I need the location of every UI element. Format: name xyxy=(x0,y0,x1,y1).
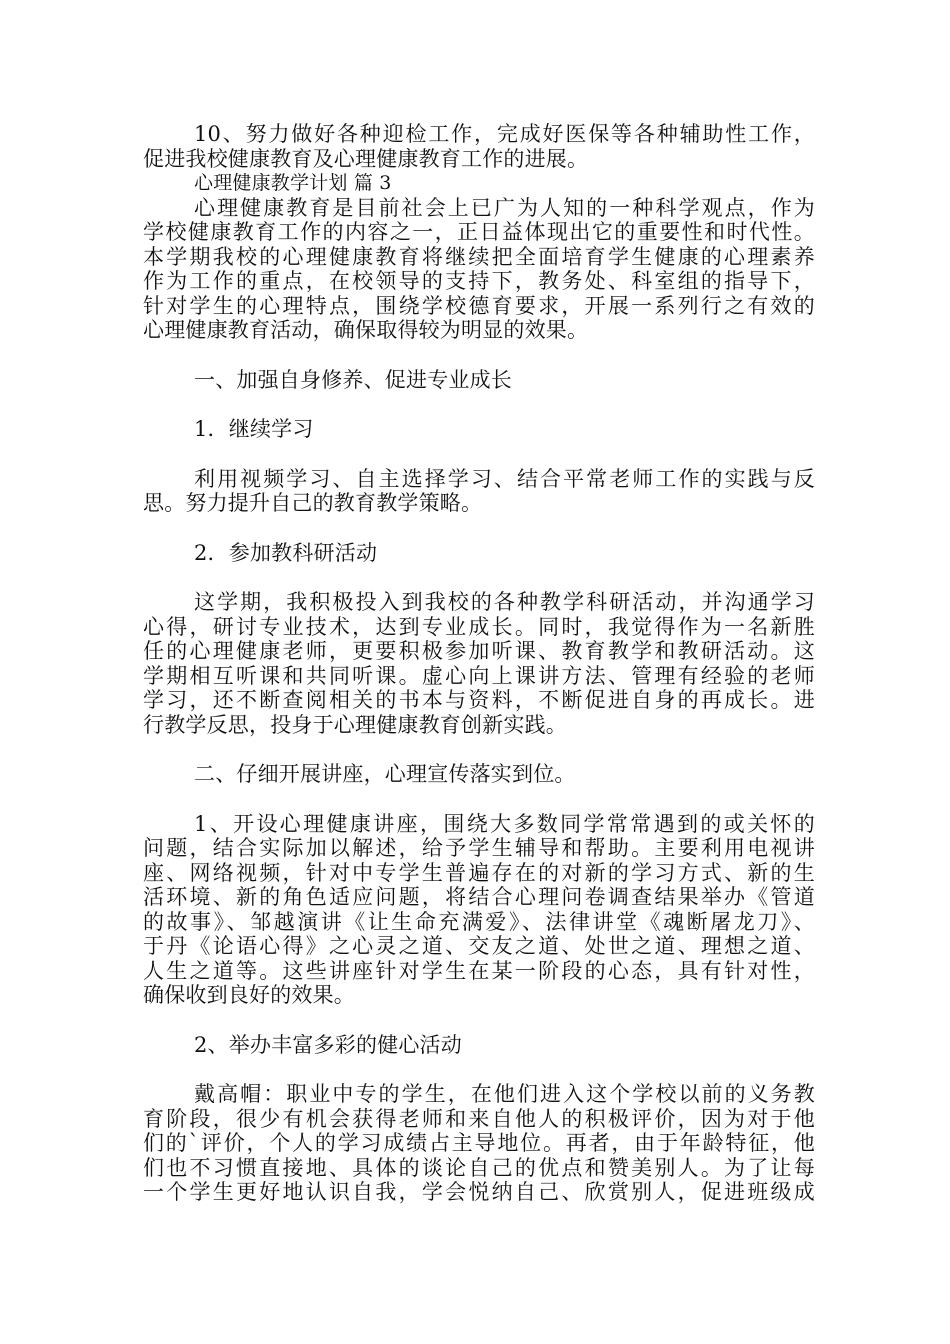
paragraph-gap xyxy=(143,1057,815,1082)
text-line: 1、开设心理健康讲座，围绕大多数同学常常遇到的或关怀的 xyxy=(194,811,815,836)
paragraph-gap xyxy=(143,1008,815,1033)
text-line: 心得，研讨专业技术，达到专业成长。同时，我觉得作为一名新胜 xyxy=(143,614,815,639)
text-line: 心理健康教育活动，确保取得较为明显的效果。 xyxy=(143,318,589,342)
text-line: 行教学反思，投身于心理健康教育创新实践。 xyxy=(143,712,567,737)
text-line: 人生之道等。这些讲座针对学生在某一阶段的心态，具有针对性， xyxy=(143,958,815,983)
text-line: 2、举办丰富多彩的健心活动 xyxy=(194,1032,462,1057)
text-line: 心理健康教育是目前社会上已广为人知的一种科学观点，作为 xyxy=(194,195,815,220)
text-line: 针对学生的心理特点，围绕学校德育要求，开展一系列行之有效的 xyxy=(143,293,815,318)
text-line: 这学期，我积极投入到我校的各种教学科研活动，并沟通学习 xyxy=(194,590,815,614)
text-line: 学校健康教育工作的内容之一，正日益体现出它的重要性和时代性。 xyxy=(143,220,815,244)
text-line: 活环境、新的角色适应问题，将结合心理问卷调查结果举办《管道 xyxy=(143,885,815,909)
paragraph-gap xyxy=(143,343,815,368)
text-line: 任的心理健康老师，更要积极参加听课、教育教学和教研活动。这 xyxy=(143,639,815,663)
text-line: 学期相互听课和共同听课。虚心向上课讲方法、管理有经验的老师 xyxy=(143,663,815,688)
text-line: 学习，还不断查阅相关的书本与资料，不断促进自身的再成长。进 xyxy=(143,688,815,712)
text-line: 二、仔细开展讲座，心理宣传落实到位。 xyxy=(194,762,576,786)
text-line: 利用视频学习、自主选择学习、结合平常老师工作的实践与反 xyxy=(194,466,815,491)
text-line: 一、加强自身修养、促进专业成长 xyxy=(194,367,512,392)
paragraph-gap xyxy=(143,737,815,762)
text-line: 本学期我校的心理健康教育将继续把全面培育学生健康的心理素养 xyxy=(143,244,815,269)
text-line: 戴高帽：职业中专的学生，在他们进入这个学校以前的义务教 xyxy=(194,1082,815,1106)
text-line: 2．参加教科研活动 xyxy=(194,540,378,565)
text-line: 育阶段，很少有机会获得老师和来自他人的积极评价，因为对于他 xyxy=(143,1106,815,1131)
text-line: 促进我校健康教育及心理健康教育工作的进展。 xyxy=(143,146,589,171)
text-line: 1．继续学习 xyxy=(194,417,314,441)
text-line: 座、网络视频，针对中专学生普遍存在的对新的学习方式、新的生 xyxy=(143,860,815,885)
text-line: 确保收到良好的效果。 xyxy=(143,983,355,1007)
document-body xyxy=(143,122,815,1205)
paragraph-gap xyxy=(143,516,815,541)
text-line: 们的`评价，个人的学习成绩占主导地位。再者，由于年龄特征，他 xyxy=(143,1131,815,1155)
paragraph-gap xyxy=(143,787,815,812)
text-line: 的故事》、邹越演讲《让生命充满爱》、法律讲堂《魂断屠龙刀》、 xyxy=(143,909,815,934)
text-line: 心理健康教学计划 篇 3 xyxy=(194,172,392,194)
text-line: 思。努力提升自己的教育教学策略。 xyxy=(143,491,483,515)
paragraph-gap xyxy=(143,392,815,417)
text-line: 10、努力做好各种迎检工作，完成好医保等各种辅助性工作， xyxy=(194,122,815,146)
text-line: 作为工作的重点，在校领导的支持下，教务处、科室组的指导下， xyxy=(143,269,815,293)
paragraph-gap xyxy=(143,565,815,590)
text-line: 们也不习惯直接地、具体的谈论自己的优点和赞美别人。为了让每 xyxy=(143,1155,815,1180)
text-line: 问题，结合实际加以解述，给予学生辅导和帮助。主要利用电视讲 xyxy=(143,836,815,860)
text-line: 于丹《论语心得》之心灵之道、交友之道、处世之道、理想之道、 xyxy=(143,934,815,958)
paragraph-gap xyxy=(143,442,815,467)
text-line: 一个学生更好地认识自我，学会悦纳自己、欣赏别人，促进班级成 xyxy=(143,1180,815,1204)
